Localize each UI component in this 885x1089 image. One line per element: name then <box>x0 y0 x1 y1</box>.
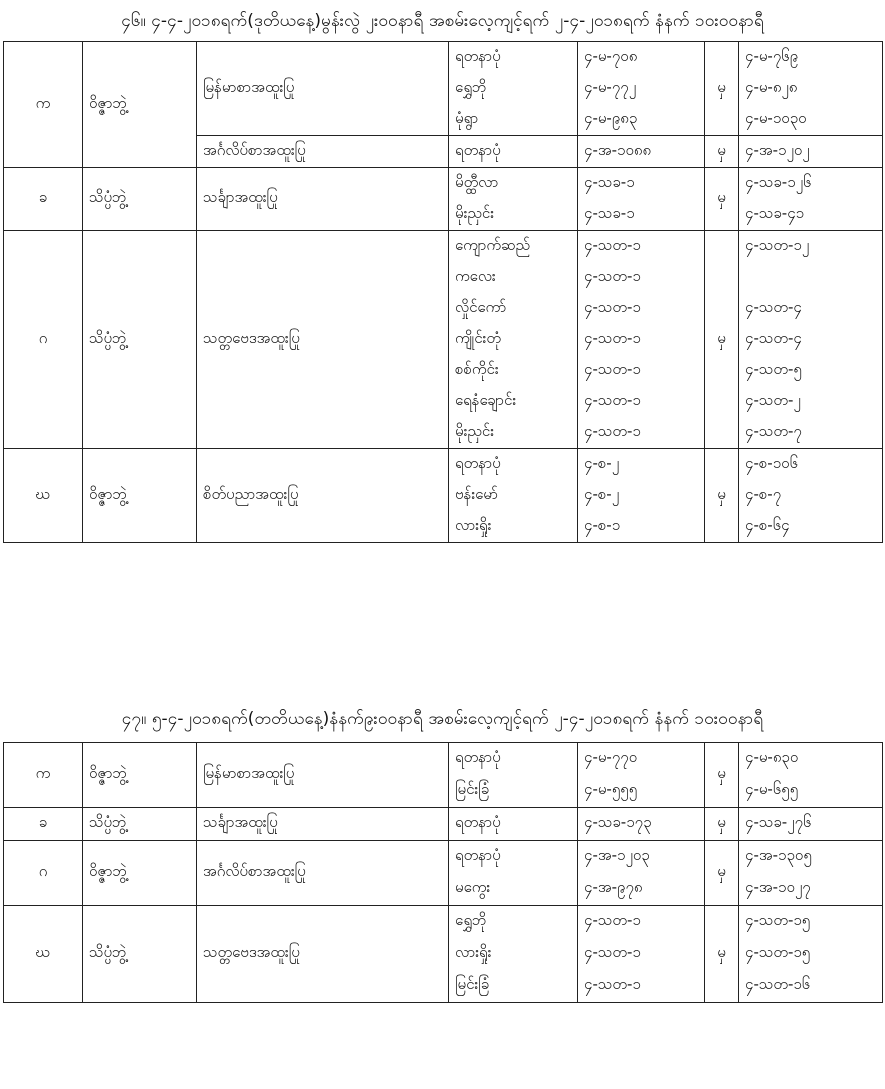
place-cell <box>449 168 578 231</box>
subject-name: သတ္တဗေဒအထူးပြု <box>197 906 449 1003</box>
to-word: မှ <box>705 906 739 1003</box>
place-cell <box>449 743 578 808</box>
to-cell <box>739 449 883 543</box>
place-cell <box>449 449 578 543</box>
place-name: ရတနာပုံ <box>455 46 501 65</box>
roll-from: ၄-မ-၅၅၅ <box>584 780 638 798</box>
roll-to <box>739 262 882 293</box>
from-cell <box>578 168 705 231</box>
from-cell <box>578 906 705 1003</box>
roll-to: ၄-စ-၁၀၆ <box>745 453 799 472</box>
place-name: လားရှိုး <box>455 515 492 534</box>
roll-from: ၄-သတ-၁ <box>584 297 641 316</box>
roll-to: ၄-မ-၆၅၅ <box>745 780 799 798</box>
degree-level: သိပ္ပံဘွဲ့ <box>83 906 197 1003</box>
roll-to: ၄-သတ-၄ <box>745 328 802 347</box>
roll-to: ၄-စ-၆၄ <box>745 515 790 534</box>
table-row <box>4 231 883 449</box>
subject-name: သတ္တဗေဒအထူးပြု <box>197 231 449 449</box>
subject-name: သင်္ချာအထူးပြု <box>197 808 449 841</box>
place-name: ရတနာပုံ <box>455 846 501 864</box>
roll-from: ၄-သတ-၁ <box>584 359 641 378</box>
from-cell <box>578 449 705 543</box>
place-cell <box>449 808 578 841</box>
roll-to: ၄-သခ-၄၁ <box>745 203 805 222</box>
heading-section-1: ၄၆။ ၄-၄-၂၀၁၈ရက်(ဒုတိယနေ့)မွန်းလွဲ ၂း၀၀နာရီ အစမ်းလေ့ကျင့်ရက် ၂-၄-၂၀၁၈ရက် နံနက် ၁၀း၀၀နာရီ <box>121 11 764 31</box>
roll-from: ၄-မ-၉၈၃ <box>584 108 638 127</box>
roll-to: ၄-မ-၈၂၈ <box>745 77 798 96</box>
place-name: ရတနာပုံ <box>455 140 501 159</box>
place-name: မိုးညှင်း <box>455 203 495 222</box>
table-row <box>4 743 883 808</box>
roll-to: ၄-သတ-၇ <box>745 421 802 440</box>
to-cell <box>739 906 883 1003</box>
row-letter: က <box>4 42 83 168</box>
roll-from: ၄-သတ-၁ <box>584 911 641 929</box>
place-name: ရေနံချောင်း <box>455 390 517 409</box>
to-cell <box>739 841 883 906</box>
roll-from: ၄-သတ-၁ <box>584 975 641 993</box>
place-name: မကွေး <box>455 878 491 896</box>
roll-from: ၄-အ-၁၂၀၃ <box>584 846 650 864</box>
place-name: ဗန်းမော် <box>455 484 499 503</box>
roll-to: ၄-သခ-၁၂၆ <box>745 172 812 191</box>
roll-from: ၄-စ-၂ <box>584 453 620 472</box>
place-name: ရတနာပုံ <box>455 748 501 766</box>
row-letter: ဂ <box>4 231 83 449</box>
table-row <box>4 168 883 231</box>
roll-to: ၄-အ-၁၃၀၅ <box>745 846 812 864</box>
to-word: မှ <box>705 168 739 231</box>
roll-from: ၄-သတ-၁ <box>584 421 641 440</box>
place-cell <box>449 136 578 168</box>
from-cell <box>578 841 705 906</box>
to-cell <box>739 808 883 841</box>
to-cell <box>739 743 883 808</box>
row-letter: ခ <box>4 808 83 841</box>
to-word: မှ <box>705 841 739 906</box>
roll-to: ၄-မ-၇၆၉ <box>745 46 799 65</box>
from-cell <box>578 42 705 136</box>
roll-to: ၄-သခ-၂၇၆ <box>745 813 812 831</box>
roll-to: ၄-သတ-၅ <box>745 359 802 378</box>
subject-name: မြန်မာစာအထူးပြု <box>197 42 449 136</box>
place-cell <box>449 42 578 136</box>
place-name: ကျိုင်းတုံ <box>455 328 501 347</box>
roll-to: ၄-သတ-၁၅ <box>745 911 811 929</box>
to-cell <box>739 231 883 449</box>
degree-level: ဝိဇ္ဇာဘွဲ့ <box>83 743 197 808</box>
to-word: မှ <box>705 743 739 808</box>
degree-level: သိပ္ပံဘွဲ့ <box>83 231 197 449</box>
roll-to: ၄-သတ-၁၆ <box>745 975 811 993</box>
roll-from: ၄-သတ-၁ <box>584 266 641 285</box>
row-letter: ဃ <box>4 906 83 1003</box>
row-letter: က <box>4 743 83 808</box>
row-letter: ဂ <box>4 841 83 906</box>
subject-name: မြန်မာစာအထူးပြု <box>197 743 449 808</box>
to-word: မှ <box>705 808 739 841</box>
place-name: ကျောက်ဆည် <box>455 235 531 254</box>
roll-from: ၄-သတ-၁ <box>584 328 641 347</box>
from-cell <box>578 231 705 449</box>
roll-from: ၄-သတ-၁ <box>584 235 641 254</box>
degree-level: ဝိဇ္ဇာဘွဲ့ <box>83 841 197 906</box>
to-cell <box>739 168 883 231</box>
row-letter: ခ <box>4 168 83 231</box>
to-word: မှ <box>705 42 739 136</box>
roll-from: ၄-မ-၇၇၂ <box>584 77 637 96</box>
roll-from: ၄-စ-၁ <box>584 515 621 534</box>
roll-to: ၄-အ-၁၀၂၇ <box>745 878 811 896</box>
from-cell <box>578 808 705 841</box>
exam-table-1 <box>3 41 883 543</box>
to-word: မှ <box>705 136 739 168</box>
place-name: ရတနာပုံ <box>455 813 501 831</box>
to-cell <box>739 42 883 136</box>
roll-from: ၄-မ-၇၇၀ <box>584 748 638 766</box>
row-letter: ဃ <box>4 449 83 543</box>
place-cell <box>449 906 578 1003</box>
roll-from: ၄-အ-၉၇၈ <box>584 878 643 896</box>
place-name: မိုးညှင်း <box>455 421 495 440</box>
from-cell <box>578 136 705 168</box>
roll-to: ၄-မ-၈၃၀ <box>745 748 799 766</box>
place-name: မြင်းခြံ <box>455 975 490 993</box>
place-name: ကလေး <box>455 266 496 285</box>
subject-name: သင်္ချာအထူးပြု <box>197 168 449 231</box>
subject-name: စိတ်ပညာအထူးပြု <box>197 449 449 543</box>
roll-to: ၄-မ-၁၀၃၀ <box>745 108 807 127</box>
table-row <box>4 42 883 136</box>
to-word: မှ <box>705 449 739 543</box>
place-name: လားရှိုး <box>455 943 492 961</box>
roll-from: ၄-သခ-၁ <box>584 203 635 222</box>
roll-to: ၄-သတ-၁၅ <box>745 943 811 961</box>
place-name: ရတနာပုံ <box>455 453 501 472</box>
roll-from: ၄-အ-၁၀၈၈ <box>584 140 652 159</box>
to-cell <box>739 136 883 168</box>
roll-from: ၄-စ-၂ <box>584 484 620 503</box>
place-name: ရွှေဘို <box>455 911 487 929</box>
subject-name: အင်္ဂလိပ်စာအထူးပြု <box>197 841 449 906</box>
roll-to: ၄-သတ-၂ <box>745 390 801 409</box>
place-name: လှိုင်ကော် <box>455 297 507 316</box>
roll-from: ၄-သခ-၁ <box>584 172 635 191</box>
roll-from: ၄-သတ-၁ <box>584 943 641 961</box>
roll-from: ၄-မ-၇၀၈ <box>584 46 638 65</box>
roll-from: ၄-သတ-၁ <box>584 390 641 409</box>
degree-level: ဝိဇ္ဇာဘွဲ့ <box>83 42 197 168</box>
place-name: စစ်ကိုင်း <box>455 359 499 378</box>
roll-to: ၄-အ-၁၂၀၂ <box>745 140 810 159</box>
degree-level: သိပ္ပံဘွဲ့ <box>83 168 197 231</box>
roll-to: ၄-သတ-၁၂ <box>745 235 810 254</box>
place-name: မိတ္ထီလာ <box>455 172 499 191</box>
degree-level: ဝိဇ္ဇာဘွဲ့ <box>83 449 197 543</box>
place-name: ရွှေဘို <box>455 77 487 96</box>
exam-table-2 <box>3 742 883 1003</box>
roll-from: ၄-သခ-၁၇၃ <box>584 813 652 831</box>
to-word: မှ <box>705 231 739 449</box>
degree-level: သိပ္ပံဘွဲ့ <box>83 808 197 841</box>
table-row <box>4 449 883 543</box>
table-row <box>4 841 883 906</box>
roll-to: ၄-သတ-၄ <box>745 297 802 316</box>
place-name: မုံရွာ <box>455 108 479 127</box>
place-cell <box>449 841 578 906</box>
table-row <box>4 808 883 841</box>
heading-section-2: ၄၇။ ၅-၄-၂၀၁၈ရက်(တတိယနေ့)နံနက်၉း၀၀နာရီ အစမ်းလေ့ကျင့်ရက် ၂-၄-၂၀၁၈ရက် နံနက် ၁၀း၀၀နာရီ <box>121 709 764 729</box>
subject-name: အင်္ဂလိပ်စာအထူးပြု <box>197 136 449 168</box>
roll-to: ၄-စ-၇ <box>745 484 782 503</box>
table-row <box>4 906 883 1003</box>
from-cell <box>578 743 705 808</box>
place-cell <box>449 231 578 449</box>
place-name: မြင်းခြံ <box>455 780 490 798</box>
